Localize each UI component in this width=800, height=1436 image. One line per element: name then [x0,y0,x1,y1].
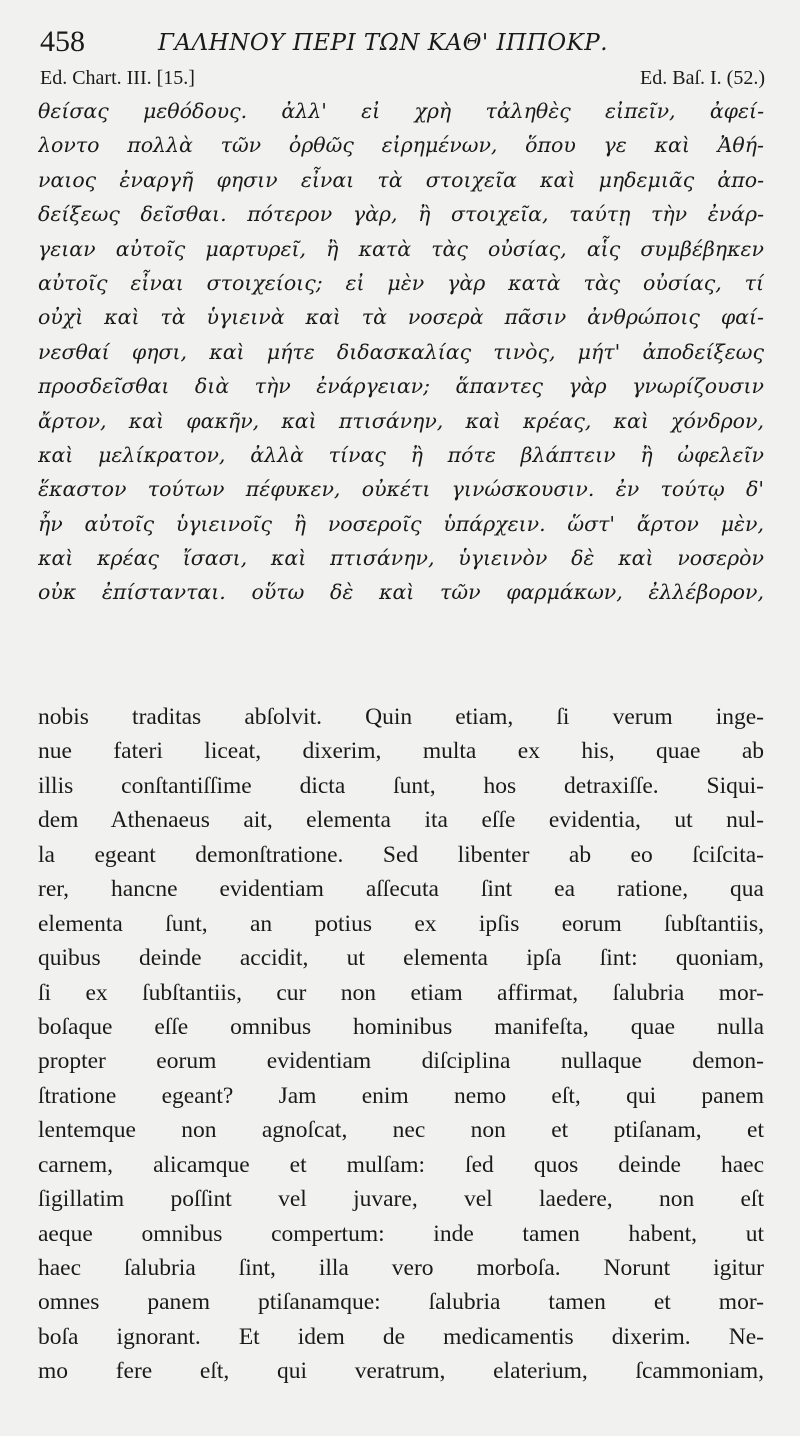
edition-reference-right: Ed. Baſ. I. (52.) [640,67,765,89]
greek-line: ναιος ἐναργῆ φησιν εἶναι τὰ στοιχεῖα καὶ μηδεμιᾶς ἀπο- [38,167,764,192]
greek-line: καὶ κρέας ἴσασι, καὶ πτισάνην, ὑγιεινὸν δὲ καὶ νοσερὸν [38,546,764,571]
greek-line: ἄρτον, καὶ φακῆν, καὶ πτισάνην, καὶ κρέας, καὶ χόνδρον, [38,408,764,433]
latin-line: dem Athenaeus ait, elementa ita eſſe evidentia, ut nul- [38,807,764,834]
greek-line: καὶ μελίκρατον, ἀλλὰ τίνας ἢ πότε βλάπτειν ἢ ὠφελεῖν [38,442,764,467]
latin-line: rer, hancne evidentiam aſſecuta ſint ea ratione, qua [38,876,764,903]
greek-line: ἦν αὐτοῖς ὑγιεινοῖς ἢ νοσεροῖς ὑπάρχειν. ὥστ' ἄρτον μὲν, [38,511,764,536]
latin-line: illis conſtantiſſime dicta ſunt, hos detraxiſſe. Siqui- [38,772,764,799]
edition-reference-left: Ed. Chart. III. [15.] [40,67,195,89]
greek-line: οὐχὶ καὶ τὰ ὑγιεινὰ καὶ τὰ νοσερὰ πᾶσιν ἀνθρώποις φαί- [38,305,764,330]
greek-line: ἕκαστον τούτων πέφυκεν, οὐκέτι γινώσκουσιν. ἐν τούτῳ δ' [38,477,764,502]
latin-line: ſi ex ſubſtantiis, cur non etiam affirmat, ſalubria mor- [38,979,764,1006]
latin-line: nobis traditas abſolvit. Quin etiam, ſi verum inge- [38,704,764,730]
latin-line: ſigillatim poſſint vel juvare, vel laedere, non eſt [38,1186,764,1213]
greek-line: νεσθαί φησι, καὶ μήτε διδασκαλίας τινὸς, μήτ' ἀποδείξεως [38,339,764,364]
greek-line: θείσας μεθόδους. ἀλλ' εἰ χρὴ τἀληθὲς εἰπεῖν, ἀφεί- [38,99,764,123]
latin-line: elementa ſunt, an potius ex ipſis eorum ſubſtantiis, [38,910,764,937]
latin-line: haec ſalubria ſint, illa vero morboſa. Norunt igitur [38,1255,764,1281]
latin-line: omnes panem ptiſanamque: ſalubria tamen et mor- [38,1289,764,1316]
latin-line: nue fateri liceat, dixerim, multa ex his, quae ab [38,738,764,765]
latin-line: boſaque eſſe omnibus hominibus manifeſta, quae nulla [38,1013,764,1040]
latin-line: boſa ignorant. Et idem de medicamentis dixerim. Ne- [38,1323,764,1350]
greek-line: λοντο πολλὰ τῶν ὀρθῶς εἰρημένων, ὅπου γε καὶ Ἀθή- [38,133,764,158]
latin-line: mo fere eſt, qui veratrum, elaterium, ſcammoniam, [38,1358,764,1385]
page-number: 458 [40,25,85,58]
latin-line: la egeant demonſtratione. Sed libenter ab eo ſciſcita- [38,841,764,868]
greek-line: γειαν αὐτοῖς μαρτυρεῖ, ἢ κατὰ τὰς οὐσίας, αἷς συμβέβηκεν [38,236,764,261]
greek-line: οὐκ ἐπίστανται. οὕτω δὲ καὶ τῶν φαρμάκων, ἐλλέβορον, [38,580,764,605]
greek-text-block [38,94,764,610]
latin-line: carnem, alicamque et mulſam: ſed quos deinde haec [38,1151,764,1178]
latin-line: aeque omnibus compertum: inde tamen habent, ut [38,1220,764,1247]
latin-line: lentemque non agnoſcat, nec non et ptiſanam, et [38,1117,764,1144]
latin-line: propter eorum evidentiam diſciplina nullaque demon- [38,1048,764,1075]
latin-line: ſtratione egeant? Jam enim nemo eſt, qui panem [38,1082,764,1109]
greek-line: αὐτοῖς εἶναι στοιχείοις; εἰ μὲν γὰρ κατὰ τὰς οὐσίας, τί [38,270,764,295]
page-header [40,22,770,62]
running-title: ΓΑΛΗΝΟΥ ΠΕΡΙ ΤΩΝ ΚΑΘ' ΙΠΠΟΚΡ. [158,30,609,56]
latin-line: quibus deinde accidit, ut elementa ipſa ſint: quoniam, [38,945,764,972]
greek-line: προσδεῖσθαι διὰ τὴν ἐνάργειαν; ἅπαντες γὰρ γνωρίζουσιν [38,374,764,399]
greek-line: δείξεως δεῖσθαι. πότερον γὰρ, ἢ στοιχεῖα, ταύτῃ τὴν ἐνάρ- [38,202,764,227]
latin-text-block [38,700,764,1389]
